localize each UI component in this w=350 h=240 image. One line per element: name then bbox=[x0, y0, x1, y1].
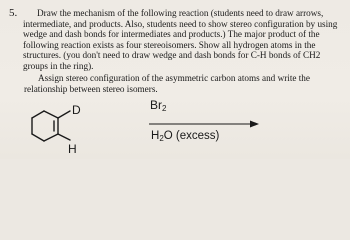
ring-bond bbox=[32, 111, 44, 118]
bond-to-h bbox=[58, 134, 70, 140]
label-h: H bbox=[68, 142, 77, 156]
question-number: 5. bbox=[9, 7, 18, 19]
reagent-water bbox=[151, 129, 219, 146]
reagent-water-subscript: 2 bbox=[159, 134, 164, 143]
ring-bond bbox=[44, 111, 58, 118]
ring-bond bbox=[32, 134, 44, 141]
reagent-bromine bbox=[150, 98, 166, 116]
ring-bond bbox=[44, 134, 58, 141]
question-paragraph-1: Draw the mechanism of the following reaction (students need to draw arrows, intermediate, and products. Also, students need to show stereo configuration by using wedge and dash bonds for intermediates and products.) The major product of the following reaction exists as four stereoisomers. Show all hydrogen atoms in the structures. (you don't need to draw wedge and dash bonds for C-H bonds of CH2 groups in the ring). bbox=[23, 8, 338, 71]
cyclohexene-structure bbox=[20, 94, 130, 158]
reagent-bromine-subscript: 2 bbox=[162, 104, 167, 113]
reagent-water-suffix: O (excess) bbox=[163, 130, 220, 142]
reaction-arrow bbox=[149, 119, 259, 129]
reagent-bromine-symbol: Br bbox=[150, 98, 162, 112]
label-d: D bbox=[72, 103, 81, 117]
bond-to-d bbox=[58, 111, 70, 118]
substrate-structure bbox=[20, 94, 130, 158]
question-paragraph-2: Assign stereo configuration of the asymmetric carbon atoms and write the relationship between stereo isomers. bbox=[24, 73, 310, 94]
reagent-water-h: H bbox=[151, 130, 160, 142]
